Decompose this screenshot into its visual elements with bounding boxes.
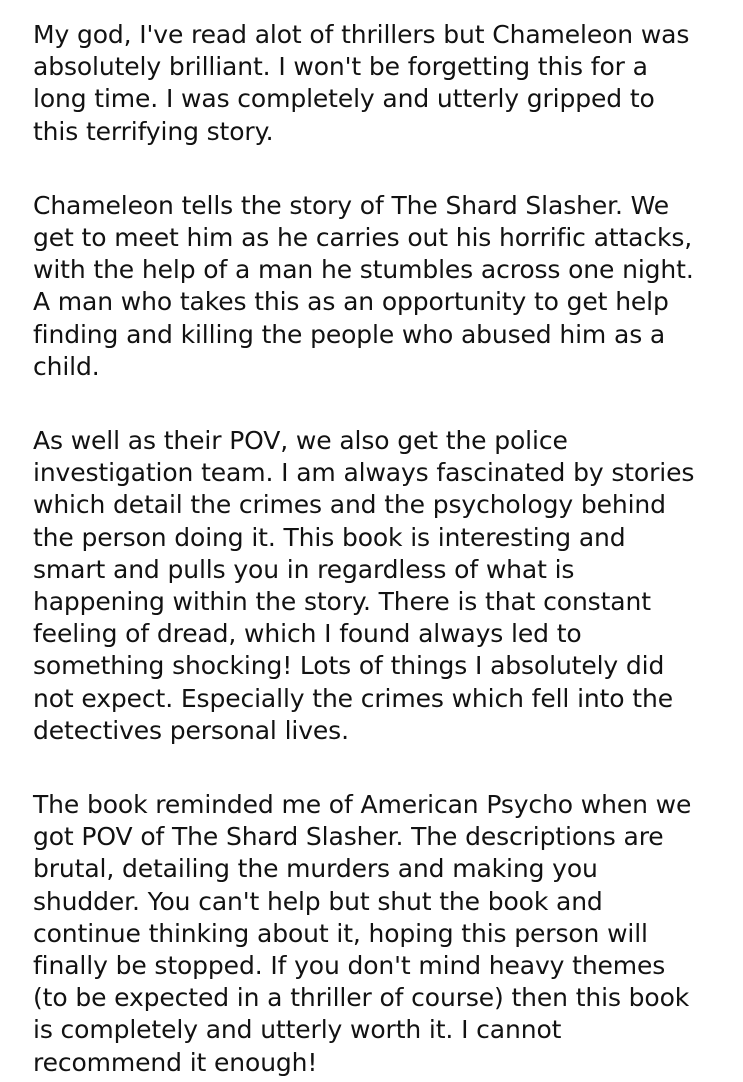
text-line: something shocking! Lots of things I absolutely did	[33, 651, 665, 681]
text-line: happening within the story. There is that constant	[33, 587, 651, 617]
text-line: this terrifying story.	[33, 116, 274, 146]
text-line: investigation team. I am always fascinated by stories	[33, 458, 695, 488]
review-paragraph-3	[33, 425, 723, 747]
text-line: child.	[33, 351, 100, 381]
text-line: brutal, detailing the murders and making you	[33, 854, 598, 884]
text-line: A man who takes this as an opportunity to get help	[33, 287, 669, 317]
text-line: get to meet him as he carries out his horrific attacks,	[33, 223, 693, 253]
review-paragraph-1	[33, 19, 723, 148]
text-line: feeling of dread, which I found always led to	[33, 619, 582, 649]
review-paragraph-4	[33, 789, 723, 1079]
text-line: which detail the crimes and the psychology behind	[33, 490, 666, 520]
text-line: Chameleon tells the story of The Shard Slasher. We	[33, 190, 670, 220]
review-paragraph-2	[33, 190, 723, 383]
text-line: As well as their POV, we also get the police	[33, 426, 568, 456]
text-line: absolutely brilliant. I won't be forgetting this for a	[33, 52, 648, 82]
text-line: the person doing it. This book is interesting and	[33, 522, 626, 552]
text-line: smart and pulls you in regardless of what is	[33, 554, 575, 584]
text-line: got POV of The Shard Slasher. The descriptions are	[33, 822, 664, 852]
text-line: is completely and utterly worth it. I cannot	[33, 1015, 562, 1045]
text-line: finding and killing the people who abused him as a	[33, 319, 666, 349]
text-line: shudder. You can't help but shut the book and	[33, 886, 603, 916]
text-line: detectives personal lives.	[33, 715, 349, 745]
text-line: (to be expected in a thriller of course) then this book	[33, 983, 690, 1013]
text-line: The book reminded me of American Psycho when we	[33, 790, 692, 820]
text-line: continue thinking about it, hoping this person will	[33, 918, 648, 948]
text-line: My god, I've read alot of thrillers but Chameleon was	[33, 20, 690, 49]
text-line: not expect. Especially the crimes which fell into the	[33, 683, 673, 713]
text-line: recommend it enough!	[33, 1047, 318, 1077]
text-line: finally be stopped. If you don't mind heavy themes	[33, 951, 666, 981]
text-line: long time. I was completely and utterly gripped to	[33, 84, 655, 114]
text-line: with the help of a man he stumbles across one night.	[33, 255, 694, 285]
